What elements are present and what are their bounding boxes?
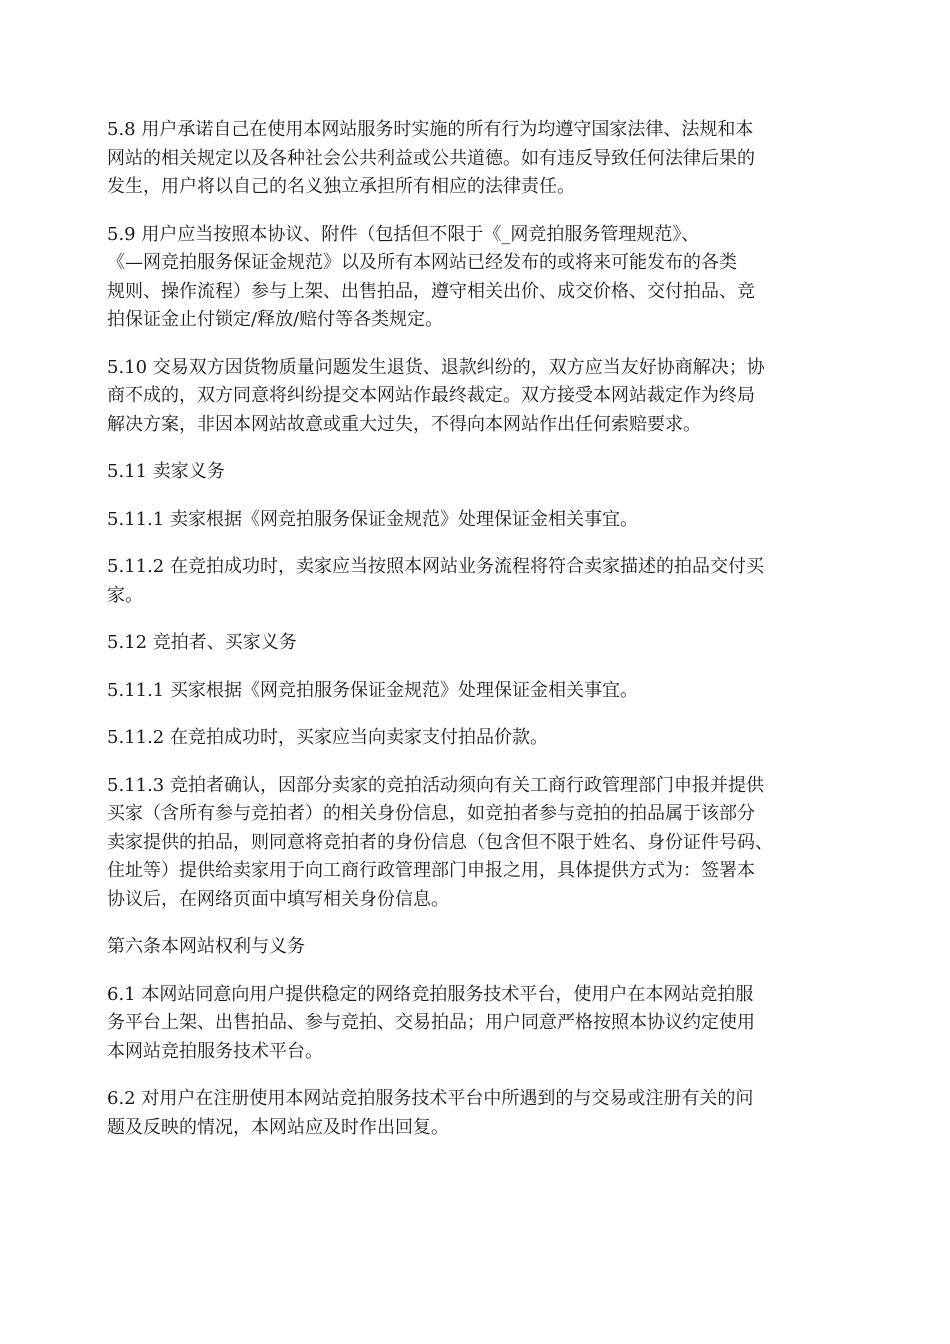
heading-5-12-buyer-obligations: 5.12 竞拍者、买家义务 bbox=[107, 632, 297, 653]
clause-5-11-2-seller: 5.11.2 在竞拍成功时，卖家应当按照本网站业务流程将符合卖家描述的拍品交付买 家。 bbox=[107, 556, 764, 606]
clause-5-11-1-seller: 5.11.1 卖家根据《网竞拍服务保证金规范》处理保证金相关事宜。 bbox=[107, 508, 638, 530]
document-body bbox=[107, 116, 842, 1161]
clause-5-11-3: 5.11.3 竞拍者确认，因部分卖家的竞拍活动须向有关工商行政管理部门申报并提供 买家（含所有参与竞拍者）的相关身份信息，如竞拍者参与竞拍的拍品属于该部分 卖家提供的拍品，则同意将竞拍者的身份信息（包含但不限于姓名、身份证件号码、 住址等）提供给卖家用于向工商行政管理部门申报之用，具体提供方式为：签署本 协议后，在网络页面中填写相关身份信息。 bbox=[107, 774, 773, 910]
heading-article-6: 第六条本网站权利与义务 bbox=[107, 936, 305, 957]
clause-5-11-2-buyer: 5.11.2 在竞拍成功时，买家应当向卖家支付拍品价款。 bbox=[107, 727, 548, 748]
clause-5-8: 5.8 用户承诺自己在使用本网站服务时实施的所有行为均遵守国家法律、法规和本 网站的相关规定以及各种社会公共利益或公共道德。如有违反导致任何法律后果的 发生，用户将以自己的名义独立承担所有相应的法律责任。 bbox=[107, 119, 755, 197]
clause-5-9: 5.9 用户应当按照本协议、附件（包括但不限于《_网竞拍服务管理规范》、 《—网竞拍服务保证金规范》以及所有本网站已经发布的或将来可能发布的各类 规则、操作流程）参与上架、出售拍品，遵守相关出价、成交价格、交付拍品、竞 拍保证金止付锁定/释放/赔付等各类规定。 bbox=[107, 223, 755, 330]
clause-5-11-1-buyer: 5.11.1 买家根据《网竞拍服务保证金规范》处理保证金相关事宜。 bbox=[107, 679, 638, 701]
clause-5-10: 5.10 交易双方因货物质量问题发生退货、退款纠纷的，双方应当友好协商解决；协 商不成的，双方同意将纠纷提交本网站作最终裁定。双方接受本网站裁定作为终局 解决方案，非因本网站故意或重大过失，不得向本网站作出任何索赔要求。 bbox=[107, 356, 765, 435]
clause-6-1: 6.1 本网站同意向用户提供稳定的网络竞拍服务技术平台，使用户在本网站竞拍服 务平台上架、出售拍品、参与竞拍、交易拍品；用户同意严格按照本协议约定使用 本网站竞拍服务技术平台。 bbox=[107, 983, 755, 1062]
clause-6-2: 6.2 对用户在注册使用本网站竞拍服务技术平台中所遇到的与交易或注册有关的问 题及反映的情况，本网站应及时作出回复。 bbox=[107, 1088, 754, 1138]
heading-5-11-seller-obligations: 5.11 卖家义务 bbox=[107, 461, 225, 482]
